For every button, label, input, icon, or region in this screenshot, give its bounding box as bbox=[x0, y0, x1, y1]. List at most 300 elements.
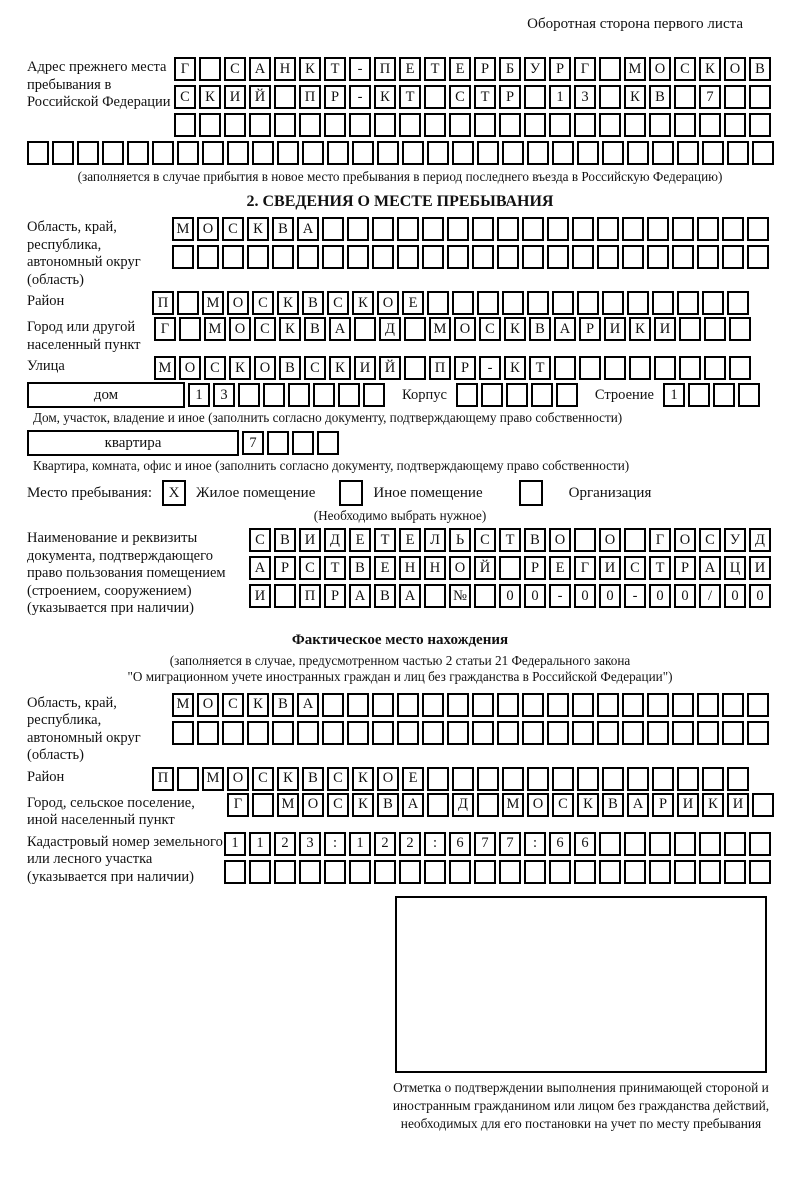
other-premises-checkbox bbox=[339, 480, 363, 506]
region-label: Область, край, республика, автономный округ (область) bbox=[27, 219, 141, 288]
char-cell: С bbox=[252, 767, 274, 791]
char-cell bbox=[699, 860, 721, 884]
char-cell: Т bbox=[399, 85, 421, 109]
char-row bbox=[174, 57, 771, 81]
char-cell bbox=[522, 721, 544, 745]
char-cell bbox=[447, 721, 469, 745]
char-cell: Р bbox=[454, 356, 476, 380]
char-cell bbox=[352, 141, 374, 165]
char-cell: Н bbox=[274, 57, 296, 81]
char-cell bbox=[702, 767, 724, 791]
char-cell bbox=[372, 245, 394, 269]
char-cell bbox=[322, 245, 344, 269]
char-cell: С bbox=[224, 57, 246, 81]
char-cell: К bbox=[277, 291, 299, 315]
char-cell: К bbox=[352, 291, 374, 315]
char-cell bbox=[574, 860, 596, 884]
actual-region-block bbox=[27, 693, 773, 765]
char-cell bbox=[579, 356, 601, 380]
char-cell: В bbox=[602, 793, 624, 817]
char-cell bbox=[724, 113, 746, 137]
char-cell: В bbox=[272, 693, 294, 717]
char-cell bbox=[747, 721, 769, 745]
char-cell bbox=[602, 767, 624, 791]
char-cell: О bbox=[227, 291, 249, 315]
char-cell bbox=[652, 291, 674, 315]
char-cell bbox=[338, 383, 360, 407]
char-cell: 6 bbox=[449, 832, 471, 856]
char-cell bbox=[599, 113, 621, 137]
actual-district-label: Район bbox=[27, 768, 65, 785]
char-cell bbox=[547, 217, 569, 241]
char-cell: К bbox=[374, 85, 396, 109]
char-cell bbox=[267, 431, 289, 455]
char-cell bbox=[313, 383, 335, 407]
char-cell: 0 bbox=[574, 584, 596, 608]
char-cell bbox=[227, 141, 249, 165]
char-cell: С bbox=[204, 356, 226, 380]
char-cell bbox=[474, 860, 496, 884]
char-cell: 0 bbox=[749, 584, 771, 608]
char-cell bbox=[202, 141, 224, 165]
char-cell: В bbox=[274, 528, 296, 552]
char-cell: И bbox=[599, 556, 621, 580]
char-cell bbox=[372, 693, 394, 717]
char-cell: В bbox=[279, 356, 301, 380]
char-cell: М bbox=[172, 217, 194, 241]
char-cell bbox=[622, 721, 644, 745]
char-cell: 3 bbox=[299, 832, 321, 856]
char-cell: А bbox=[627, 793, 649, 817]
actual-location-title: Фактическое место нахождения bbox=[291, 631, 509, 648]
char-cell: К bbox=[279, 317, 301, 341]
char-cell bbox=[554, 356, 576, 380]
char-cell: 2 bbox=[274, 832, 296, 856]
char-cell bbox=[427, 291, 449, 315]
char-cell: Ь bbox=[449, 528, 471, 552]
char-cell: С bbox=[304, 356, 326, 380]
char-cell: А bbox=[297, 217, 319, 241]
document-block bbox=[27, 528, 773, 618]
char-cell: У bbox=[724, 528, 746, 552]
char-cell: В bbox=[749, 57, 771, 81]
char-cell: М bbox=[277, 793, 299, 817]
char-cell: К bbox=[702, 793, 724, 817]
char-cell: А bbox=[554, 317, 576, 341]
char-cell: К bbox=[299, 57, 321, 81]
char-cell bbox=[499, 860, 521, 884]
cadastral-block bbox=[27, 832, 773, 887]
char-cell: П bbox=[374, 57, 396, 81]
char-row bbox=[172, 245, 769, 269]
char-cell: К bbox=[229, 356, 251, 380]
char-cell bbox=[424, 860, 446, 884]
char-cell bbox=[522, 217, 544, 241]
char-cell: П bbox=[152, 767, 174, 791]
char-cell: И bbox=[677, 793, 699, 817]
previous-address-note: (заполняется в случае прибытия в новое место пребывания в период последнего въезда в Российскую Федерацию) bbox=[77, 169, 723, 184]
char-row bbox=[224, 860, 771, 884]
char-cell bbox=[647, 693, 669, 717]
char-cell: К bbox=[624, 85, 646, 109]
char-cell bbox=[452, 291, 474, 315]
char-cell: О bbox=[302, 793, 324, 817]
char-cell: И bbox=[727, 793, 749, 817]
char-cell bbox=[677, 141, 699, 165]
char-cell: Р bbox=[274, 556, 296, 580]
char-cell bbox=[597, 693, 619, 717]
other-premises-option-label: Иное помещение bbox=[373, 484, 483, 501]
char-cell bbox=[247, 721, 269, 745]
char-cell bbox=[622, 245, 644, 269]
residential-checkbox: X bbox=[162, 480, 186, 506]
char-cell bbox=[277, 141, 299, 165]
char-cell: С bbox=[674, 57, 696, 81]
char-cell bbox=[399, 113, 421, 137]
char-cell: О bbox=[649, 57, 671, 81]
char-cell: Б bbox=[499, 57, 521, 81]
char-cell: 7 bbox=[474, 832, 496, 856]
char-cell bbox=[497, 721, 519, 745]
char-cell: 7 bbox=[242, 431, 264, 455]
char-cell: Й bbox=[249, 85, 271, 109]
char-cell bbox=[497, 693, 519, 717]
char-cell: А bbox=[249, 57, 271, 81]
char-cell: С bbox=[254, 317, 276, 341]
char-cell bbox=[647, 217, 669, 241]
char-cell bbox=[424, 113, 446, 137]
char-cell: 7 bbox=[699, 85, 721, 109]
char-cell bbox=[624, 528, 646, 552]
korpus-label: Корпус bbox=[402, 386, 447, 403]
char-cell bbox=[177, 767, 199, 791]
char-cell bbox=[738, 383, 760, 407]
char-cell: 1 bbox=[349, 832, 371, 856]
previous-address-label: Адрес прежнего места пребывания в Российской Федерации bbox=[27, 59, 171, 110]
char-cell: А bbox=[699, 556, 721, 580]
char-cell bbox=[374, 113, 396, 137]
char-cell: С bbox=[624, 556, 646, 580]
char-cell bbox=[447, 245, 469, 269]
char-cell: Р bbox=[324, 584, 346, 608]
char-row bbox=[154, 356, 751, 380]
char-cell: И bbox=[749, 556, 771, 580]
char-cell: М bbox=[202, 767, 224, 791]
char-cell: М bbox=[502, 793, 524, 817]
char-cell bbox=[697, 245, 719, 269]
char-cell bbox=[324, 113, 346, 137]
char-cell bbox=[749, 860, 771, 884]
char-cell bbox=[527, 767, 549, 791]
char-cell: С bbox=[299, 556, 321, 580]
char-cell: К bbox=[277, 767, 299, 791]
char-cell bbox=[177, 291, 199, 315]
char-cell bbox=[627, 291, 649, 315]
char-cell: К bbox=[699, 57, 721, 81]
char-cell bbox=[447, 217, 469, 241]
char-cell: Д bbox=[452, 793, 474, 817]
char-cell bbox=[502, 141, 524, 165]
char-cell bbox=[722, 721, 744, 745]
char-cell bbox=[649, 860, 671, 884]
char-cell bbox=[629, 356, 651, 380]
char-cell bbox=[627, 767, 649, 791]
char-cell: О bbox=[254, 356, 276, 380]
char-cell bbox=[422, 693, 444, 717]
char-cell: К bbox=[352, 767, 374, 791]
char-cell bbox=[172, 245, 194, 269]
char-cell bbox=[52, 141, 74, 165]
char-cell bbox=[347, 693, 369, 717]
char-cell: В bbox=[302, 291, 324, 315]
char-cell bbox=[747, 245, 769, 269]
char-cell: С bbox=[552, 793, 574, 817]
cadastral-label: Кадастровый номер земельного или лесного участка (указывается при наличии) bbox=[27, 833, 223, 885]
char-cell: О bbox=[674, 528, 696, 552]
char-cell: М bbox=[429, 317, 451, 341]
char-cell: И bbox=[299, 528, 321, 552]
char-row bbox=[154, 317, 751, 341]
char-cell bbox=[727, 291, 749, 315]
section2-title: 2. СВЕДЕНИЯ О МЕСТЕ ПРЕБЫВАНИЯ bbox=[246, 193, 554, 210]
char-cell: - bbox=[349, 57, 371, 81]
char-cell: 0 bbox=[524, 584, 546, 608]
char-cell: Р bbox=[652, 793, 674, 817]
char-cell: / bbox=[699, 584, 721, 608]
char-cell: О bbox=[179, 356, 201, 380]
char-cell bbox=[531, 383, 553, 407]
cadastral-rows bbox=[224, 832, 771, 884]
char-cell bbox=[752, 793, 774, 817]
char-cell bbox=[474, 113, 496, 137]
char-cell bbox=[679, 317, 701, 341]
char-cell: Е bbox=[349, 528, 371, 552]
char-cell bbox=[727, 767, 749, 791]
char-cell bbox=[422, 217, 444, 241]
char-cell bbox=[372, 217, 394, 241]
char-cell bbox=[624, 113, 646, 137]
char-cell bbox=[481, 383, 503, 407]
char-cell bbox=[152, 141, 174, 165]
char-cell: С bbox=[479, 317, 501, 341]
char-cell bbox=[222, 721, 244, 745]
page-header-note: Оборотная сторона первого листа bbox=[527, 16, 743, 32]
char-cell bbox=[427, 767, 449, 791]
char-cell: С bbox=[222, 217, 244, 241]
char-cell: М bbox=[154, 356, 176, 380]
confirmation-stamp-box bbox=[395, 896, 767, 1073]
char-cell bbox=[729, 317, 751, 341]
organization-option-label: Организация bbox=[568, 484, 652, 501]
char-cell bbox=[349, 113, 371, 137]
house-note: Дом, участок, владение и иное (заполнить согласно документу, подтверждающему право собственности) bbox=[33, 410, 623, 425]
char-cell: И bbox=[354, 356, 376, 380]
char-cell: А bbox=[249, 556, 271, 580]
char-cell bbox=[449, 113, 471, 137]
char-cell bbox=[292, 431, 314, 455]
char-cell bbox=[527, 141, 549, 165]
char-cell bbox=[77, 141, 99, 165]
char-cell: К bbox=[329, 356, 351, 380]
char-cell bbox=[624, 832, 646, 856]
char-cell: С bbox=[449, 85, 471, 109]
char-cell bbox=[179, 317, 201, 341]
char-cell bbox=[647, 245, 669, 269]
char-cell bbox=[652, 141, 674, 165]
char-cell: Т bbox=[324, 57, 346, 81]
char-cell bbox=[524, 113, 546, 137]
char-cell bbox=[547, 693, 569, 717]
char-cell bbox=[274, 85, 296, 109]
char-cell bbox=[704, 317, 726, 341]
char-cell bbox=[322, 217, 344, 241]
char-cell bbox=[597, 721, 619, 745]
char-cell bbox=[374, 860, 396, 884]
char-cell bbox=[497, 217, 519, 241]
char-cell bbox=[572, 245, 594, 269]
char-cell bbox=[522, 693, 544, 717]
char-cell bbox=[727, 141, 749, 165]
char-cell: 1 bbox=[249, 832, 271, 856]
stay-type-note: (Необходимо выбрать нужное) bbox=[313, 508, 487, 523]
region-rows bbox=[172, 217, 769, 269]
char-cell: К bbox=[504, 317, 526, 341]
city-label: Город или другой населенный пункт bbox=[27, 319, 141, 353]
char-cell bbox=[274, 584, 296, 608]
char-cell bbox=[749, 85, 771, 109]
char-cell bbox=[172, 721, 194, 745]
char-cell bbox=[297, 721, 319, 745]
char-cell: О bbox=[549, 528, 571, 552]
char-cell bbox=[749, 113, 771, 137]
char-cell bbox=[556, 383, 578, 407]
apartment-row bbox=[27, 430, 773, 456]
char-cell bbox=[363, 383, 385, 407]
char-cell: - bbox=[479, 356, 501, 380]
char-cell: У bbox=[524, 57, 546, 81]
char-cell: Г bbox=[649, 528, 671, 552]
char-cell bbox=[427, 793, 449, 817]
char-cell bbox=[404, 356, 426, 380]
char-cell bbox=[347, 245, 369, 269]
char-cell bbox=[729, 356, 751, 380]
char-cell bbox=[238, 383, 260, 407]
char-cell bbox=[713, 383, 735, 407]
apartment-cells bbox=[242, 431, 339, 455]
char-cell: В bbox=[649, 85, 671, 109]
char-cell bbox=[622, 693, 644, 717]
char-cell bbox=[247, 245, 269, 269]
char-cell bbox=[677, 767, 699, 791]
char-cell bbox=[599, 832, 621, 856]
char-cell bbox=[422, 721, 444, 745]
actual-region-rows bbox=[172, 693, 769, 745]
char-cell: И bbox=[604, 317, 626, 341]
char-cell bbox=[297, 245, 319, 269]
char-cell bbox=[697, 217, 719, 241]
char-cell bbox=[549, 860, 571, 884]
char-cell: В bbox=[349, 556, 371, 580]
char-cell: Т bbox=[649, 556, 671, 580]
char-row bbox=[249, 556, 771, 580]
char-cell bbox=[402, 141, 424, 165]
char-cell: О bbox=[197, 693, 219, 717]
stroenie-label: Строение bbox=[594, 386, 654, 403]
char-cell: С bbox=[174, 85, 196, 109]
char-cell bbox=[372, 721, 394, 745]
char-cell: Е bbox=[449, 57, 471, 81]
char-cell: Г bbox=[574, 556, 596, 580]
char-cell bbox=[447, 693, 469, 717]
char-cell bbox=[572, 721, 594, 745]
char-cell bbox=[397, 693, 419, 717]
stay-type-row bbox=[27, 480, 773, 506]
char-cell bbox=[747, 217, 769, 241]
char-cell bbox=[502, 291, 524, 315]
char-cell: М bbox=[204, 317, 226, 341]
char-cell: Р bbox=[324, 85, 346, 109]
char-cell bbox=[174, 113, 196, 137]
char-cell bbox=[347, 721, 369, 745]
apartment-note: Квартира, комната, офис и иное (заполнить согласно документу, подтверждающему право собственности) bbox=[33, 458, 630, 473]
char-cell bbox=[252, 141, 274, 165]
char-cell bbox=[704, 356, 726, 380]
char-cell: 2 bbox=[399, 832, 421, 856]
char-cell: И bbox=[224, 85, 246, 109]
char-cell bbox=[249, 113, 271, 137]
char-cell bbox=[472, 245, 494, 269]
actual-location-note1: (заполняется в случае, предусмотренном частью 2 статьи 21 Федерального закона bbox=[169, 652, 631, 668]
char-cell bbox=[477, 767, 499, 791]
char-cell bbox=[502, 767, 524, 791]
char-cell: В bbox=[529, 317, 551, 341]
char-cell: № bbox=[449, 584, 471, 608]
char-cell bbox=[474, 584, 496, 608]
char-cell bbox=[597, 245, 619, 269]
char-cell bbox=[527, 291, 549, 315]
char-row bbox=[152, 291, 749, 315]
char-cell: 0 bbox=[724, 584, 746, 608]
actual-city-block bbox=[27, 793, 773, 830]
actual-location-note2: "О миграционном учете иностранных граждан и лиц без гражданства в Российской Федерации") bbox=[127, 668, 673, 684]
house-row bbox=[27, 382, 773, 408]
char-cell bbox=[322, 693, 344, 717]
char-cell: И bbox=[654, 317, 676, 341]
char-cell: А bbox=[329, 317, 351, 341]
char-cell bbox=[427, 141, 449, 165]
char-cell bbox=[674, 832, 696, 856]
char-cell bbox=[302, 141, 324, 165]
actual-district-block bbox=[27, 767, 773, 791]
char-cell bbox=[722, 217, 744, 241]
char-row bbox=[152, 767, 749, 791]
char-row bbox=[172, 721, 769, 745]
char-cell: Л bbox=[424, 528, 446, 552]
char-cell bbox=[597, 217, 619, 241]
char-cell bbox=[272, 721, 294, 745]
char-cell bbox=[397, 217, 419, 241]
char-cell bbox=[672, 721, 694, 745]
char-cell bbox=[477, 291, 499, 315]
char-cell bbox=[697, 693, 719, 717]
char-cell: А bbox=[349, 584, 371, 608]
char-cell: Г bbox=[227, 793, 249, 817]
char-cell bbox=[449, 860, 471, 884]
char-row bbox=[174, 113, 771, 137]
char-cell bbox=[752, 141, 774, 165]
char-cell: О bbox=[449, 556, 471, 580]
char-cell: В bbox=[272, 217, 294, 241]
